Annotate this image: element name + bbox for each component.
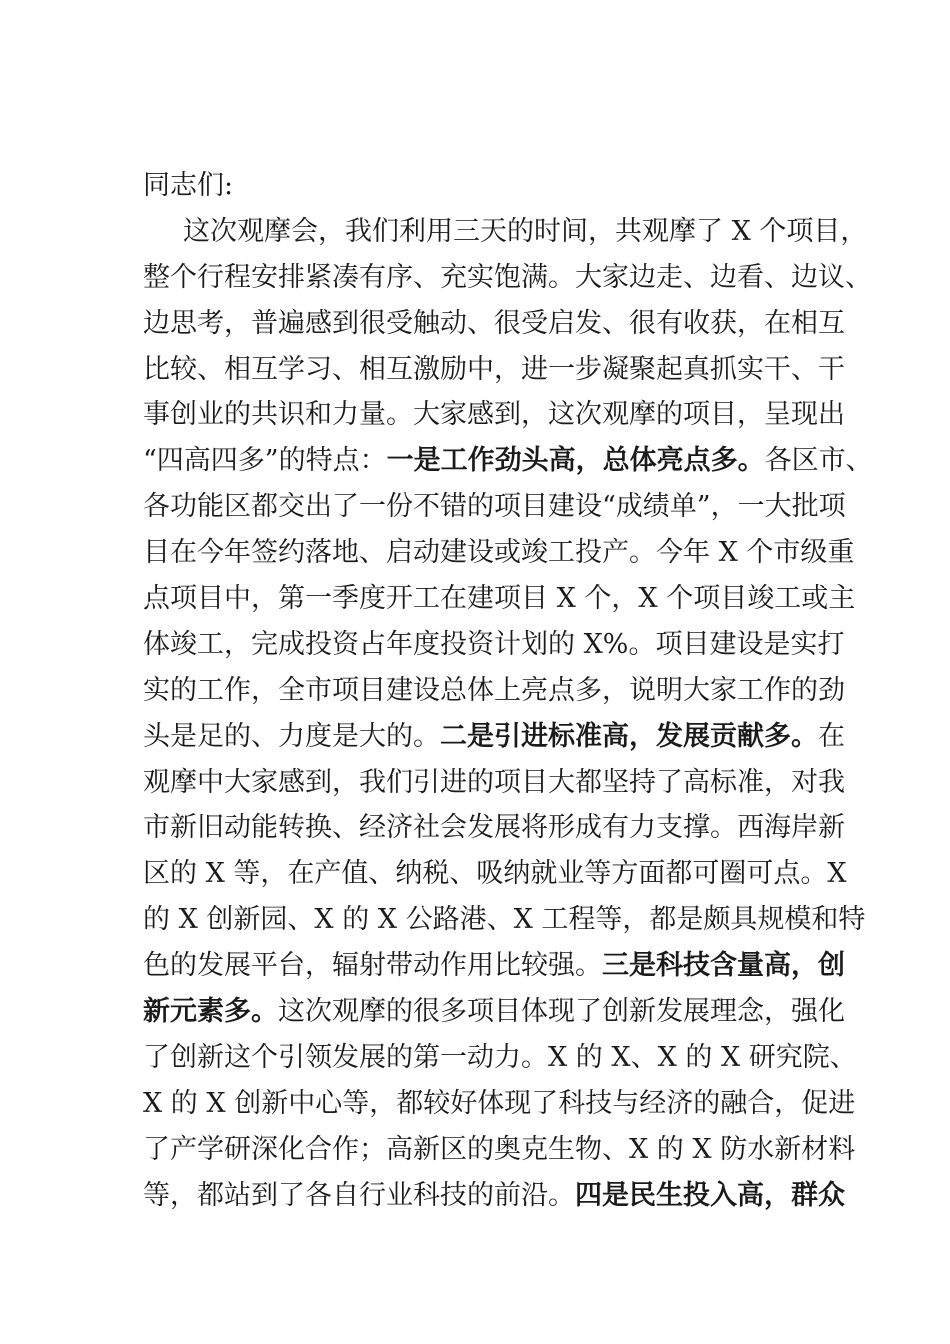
body-text: X 的 X 创新中心等，都较好体现了科技与经济的融合，促进 xyxy=(143,1087,856,1119)
paragraph-line xyxy=(143,392,845,438)
body-text: 这次观摩的很多项目体现了创新发展理念，强化 xyxy=(278,996,845,1028)
paragraph-line xyxy=(143,1173,845,1219)
paragraph-line xyxy=(143,943,845,989)
body-text: 等，都站到了各自行业科技的前沿。 xyxy=(143,1179,575,1211)
salutation-line xyxy=(143,163,808,209)
body-text: 区的 X 等，在产值、纳税、吸纳就业等方面都可圈可点。X xyxy=(143,858,847,890)
body-text: 头是足的、力度是大的。 xyxy=(143,720,440,752)
paragraph-line xyxy=(143,576,856,622)
paragraph-line xyxy=(143,301,845,347)
body-text: 目在今年签约落地、启动建设或竣工投产。今年 X 个市级重 xyxy=(143,537,855,569)
body-text: 了产学研深化合作；高新区的奥克生物、X 的 X 防水新材料 xyxy=(143,1133,856,1165)
body-text: 各功能区都交出了一份不错的项目建设“成绩单”，一大批项 xyxy=(143,491,846,523)
paragraph-line xyxy=(143,851,847,897)
paragraph-line xyxy=(143,622,845,668)
paragraph-line xyxy=(143,484,846,530)
body-text: 边思考，普遍感到很受触动、很受启发、很有收获，在相互 xyxy=(143,307,845,339)
paragraph-line xyxy=(143,760,845,806)
body-text: 各区市、 xyxy=(764,445,873,477)
paragraph-line xyxy=(143,1035,857,1081)
paragraph-line xyxy=(143,209,868,255)
paragraph-line xyxy=(143,255,872,301)
paragraph-line xyxy=(143,668,845,714)
body-text: 市新旧动能转换、经济社会发展将形成有力支撑。西海岸新 xyxy=(143,812,845,844)
bold-heading-text: 四是民生投入高，群众 xyxy=(575,1179,845,1211)
paragraph-line xyxy=(143,1127,856,1173)
paragraph-line xyxy=(143,805,845,851)
body-text: 比较、相互学习、相互激励中，进一步凝聚起真抓实干、干 xyxy=(143,353,845,385)
bold-heading-text: 新元素多。 xyxy=(143,996,278,1028)
body-text: 这次观摩会，我们利用三天的时间，共观摩了 X 个项目， xyxy=(183,215,868,247)
paragraph-line xyxy=(143,530,855,576)
paragraph-line xyxy=(143,714,845,760)
paragraph-line xyxy=(143,989,845,1035)
body-text: 实的工作，全市项目建设总体上亮点多，说明大家工作的劲 xyxy=(143,674,845,706)
bold-heading-text: 三是科技含量高，创 xyxy=(602,950,845,982)
body-text: 事创业的共识和力量。大家感到，这次观摩的项目，呈现出 xyxy=(143,399,845,431)
paragraph-line xyxy=(143,347,845,393)
paragraph-line xyxy=(143,897,866,943)
body-text: “四高四多”的特点： xyxy=(143,445,387,477)
body-text: 同志们: xyxy=(143,170,234,201)
paragraph-line xyxy=(143,1081,856,1127)
body-text: 色的发展平台，辐射带动作用比较强。 xyxy=(143,950,602,982)
body-text: 整个行程安排紧凑有序、充实饱满。大家边走、边看、边议、 xyxy=(143,261,872,293)
body-text: 观摩中大家感到，我们引进的项目大都坚持了高标准，对我 xyxy=(143,766,845,798)
document-body xyxy=(143,163,873,1218)
paragraph-line xyxy=(143,438,873,484)
bold-heading-text: 二是引进标准高，发展贡献多。 xyxy=(440,720,818,752)
bold-heading-text: 一是工作劲头高，总体亮点多。 xyxy=(386,445,765,477)
body-text: 的 X 创新园、X 的 X 公路港、X 工程等，都是颇具规模和特 xyxy=(143,904,866,936)
body-text: 点项目中，第一季度开工在建项目 X 个，X 个项目竣工或主 xyxy=(143,583,856,615)
body-text: 体竣工，完成投资占年度投资计划的 X%。项目建设是实打 xyxy=(143,628,845,660)
body-text: 在 xyxy=(818,720,845,752)
body-text: 了创新这个引领发展的第一动力。X 的 X、X 的 X 研究院、 xyxy=(143,1041,857,1073)
